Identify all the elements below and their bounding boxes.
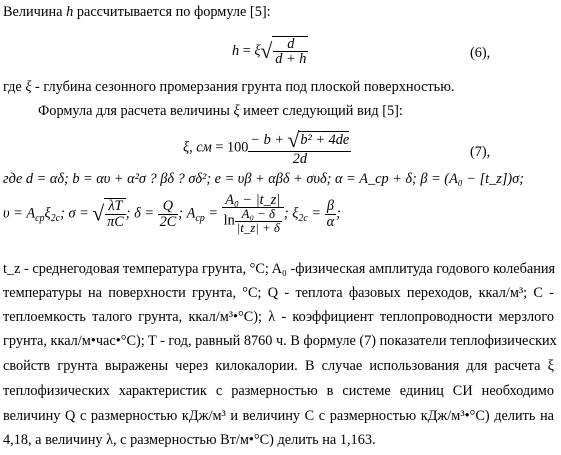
definitions-line-1: где d = αδ; b = αυ + α²σ ? βδ ? σδ²; e = υβ + αβδ + συδ; α = A_cp + δ; β = (A₀ − [t_z])σ; <box>3 171 524 187</box>
body-line: свойств грунта выражены через килокалории. В случае использования для расчета ξ <box>3 358 554 374</box>
eq7-num-a: − b + <box>250 132 288 148</box>
eq6-eq: = <box>239 43 255 60</box>
xi-denominator: α <box>326 213 335 230</box>
defs2-g: ; ξ <box>283 205 299 222</box>
body-line: 4,18, а величину λ, с размерностью Вт/м•°C) делить на 1,163. <box>3 432 376 448</box>
defs2-end: ; <box>336 205 341 222</box>
defs2-b: ξ <box>44 205 51 222</box>
where1-text: - глубина сезонного промерзания грунта под плоской поверхностью. <box>31 79 455 95</box>
eq6-lhs: h <box>232 43 240 60</box>
defs2-f: = <box>204 205 219 222</box>
body-line: температуры на поверхности грунта, °C; Q - теплота фазовых переходов, ккал/м³; C - <box>3 285 554 301</box>
body-line: величину Q с размерностью кДж/м³ и величину C с размерностью кДж/м³•°C) делить на <box>3 408 554 424</box>
sqrt-symbol: √ <box>287 128 300 152</box>
intro-var: h <box>66 4 74 20</box>
sqrt-symbol: √ <box>260 39 273 64</box>
where1-xi: ξ <box>25 79 32 95</box>
sqrt-symbol: √ <box>92 201 105 226</box>
defs2-h: = <box>307 205 322 222</box>
delta-numerator: Q <box>162 198 174 215</box>
eq7-denominator: 2d <box>248 151 351 166</box>
defs2-e-sub: cp <box>195 213 205 225</box>
eq6-xi: ξ <box>254 43 261 60</box>
body-line: теплофизических характеристик с размерностью в системе единиц СИ необходимо <box>3 383 554 399</box>
sigma-denominator: πC <box>107 213 124 230</box>
intro-text: Величина <box>3 4 67 20</box>
equation-7 <box>183 130 351 167</box>
body-line: грунта, ккал/м•час•°C); T - год, равный 8760 ч. В формуле (7) показатели теплофизических <box>3 333 557 349</box>
equation-6-number: (6), <box>470 45 491 61</box>
para2-suffix: имеет следующий вид [5]: <box>239 103 403 119</box>
defs2-g-sub: 2c <box>298 213 308 225</box>
eq7-lhs: ξ, см <box>183 139 212 156</box>
defs2-b-sub: 2c <box>50 213 61 225</box>
para2-prefix: Формула для расчета величины <box>38 103 234 119</box>
eq6-denominator: d + h <box>275 51 307 68</box>
para2-xi: ξ <box>233 103 240 119</box>
body-line: теплоемкость талого грунта, ккал/м³•°C); λ - коэффициент теплопроводности мерзлого <box>3 309 554 325</box>
equation-6 <box>232 36 308 67</box>
eq7-num-c: ² + 4de <box>307 132 350 148</box>
definitions-line-2 <box>3 193 341 235</box>
intro-paragraph <box>3 5 271 19</box>
acp-inner-denominator: |t_z| + δ <box>236 221 280 236</box>
sigma-numerator: λT <box>108 198 123 215</box>
acp-numerator: A₀ − |t_z| <box>225 192 281 208</box>
xi-numerator: β <box>326 198 334 215</box>
defs2-d: ; δ = <box>125 205 154 222</box>
delta-denominator: 2C <box>159 213 177 230</box>
equation-7-number: (7), <box>470 144 491 160</box>
intro-suffix: рассчитывается по формуле [5]: <box>73 4 271 20</box>
acp-inner-numerator: A₀ − δ <box>241 207 276 222</box>
defs2-c: ; σ = <box>60 205 89 222</box>
where1-lead: где <box>3 79 26 95</box>
eq7-num-b: b <box>300 132 308 148</box>
defs2-a: υ = A <box>3 205 36 222</box>
defs2-a-sub: cp <box>35 213 45 225</box>
formula-intro-paragraph <box>38 104 403 118</box>
xi-definition <box>3 80 454 94</box>
acp-ln: ln <box>223 212 235 229</box>
defs2-e: ; A <box>178 205 196 222</box>
eq7-eq: = 100 <box>211 139 249 156</box>
body-line: t_z - среднегодовая температура грунта, °C; A₀ -физическая амплитуда годового колебания <box>3 261 556 277</box>
eq6-numerator: d <box>287 36 295 52</box>
